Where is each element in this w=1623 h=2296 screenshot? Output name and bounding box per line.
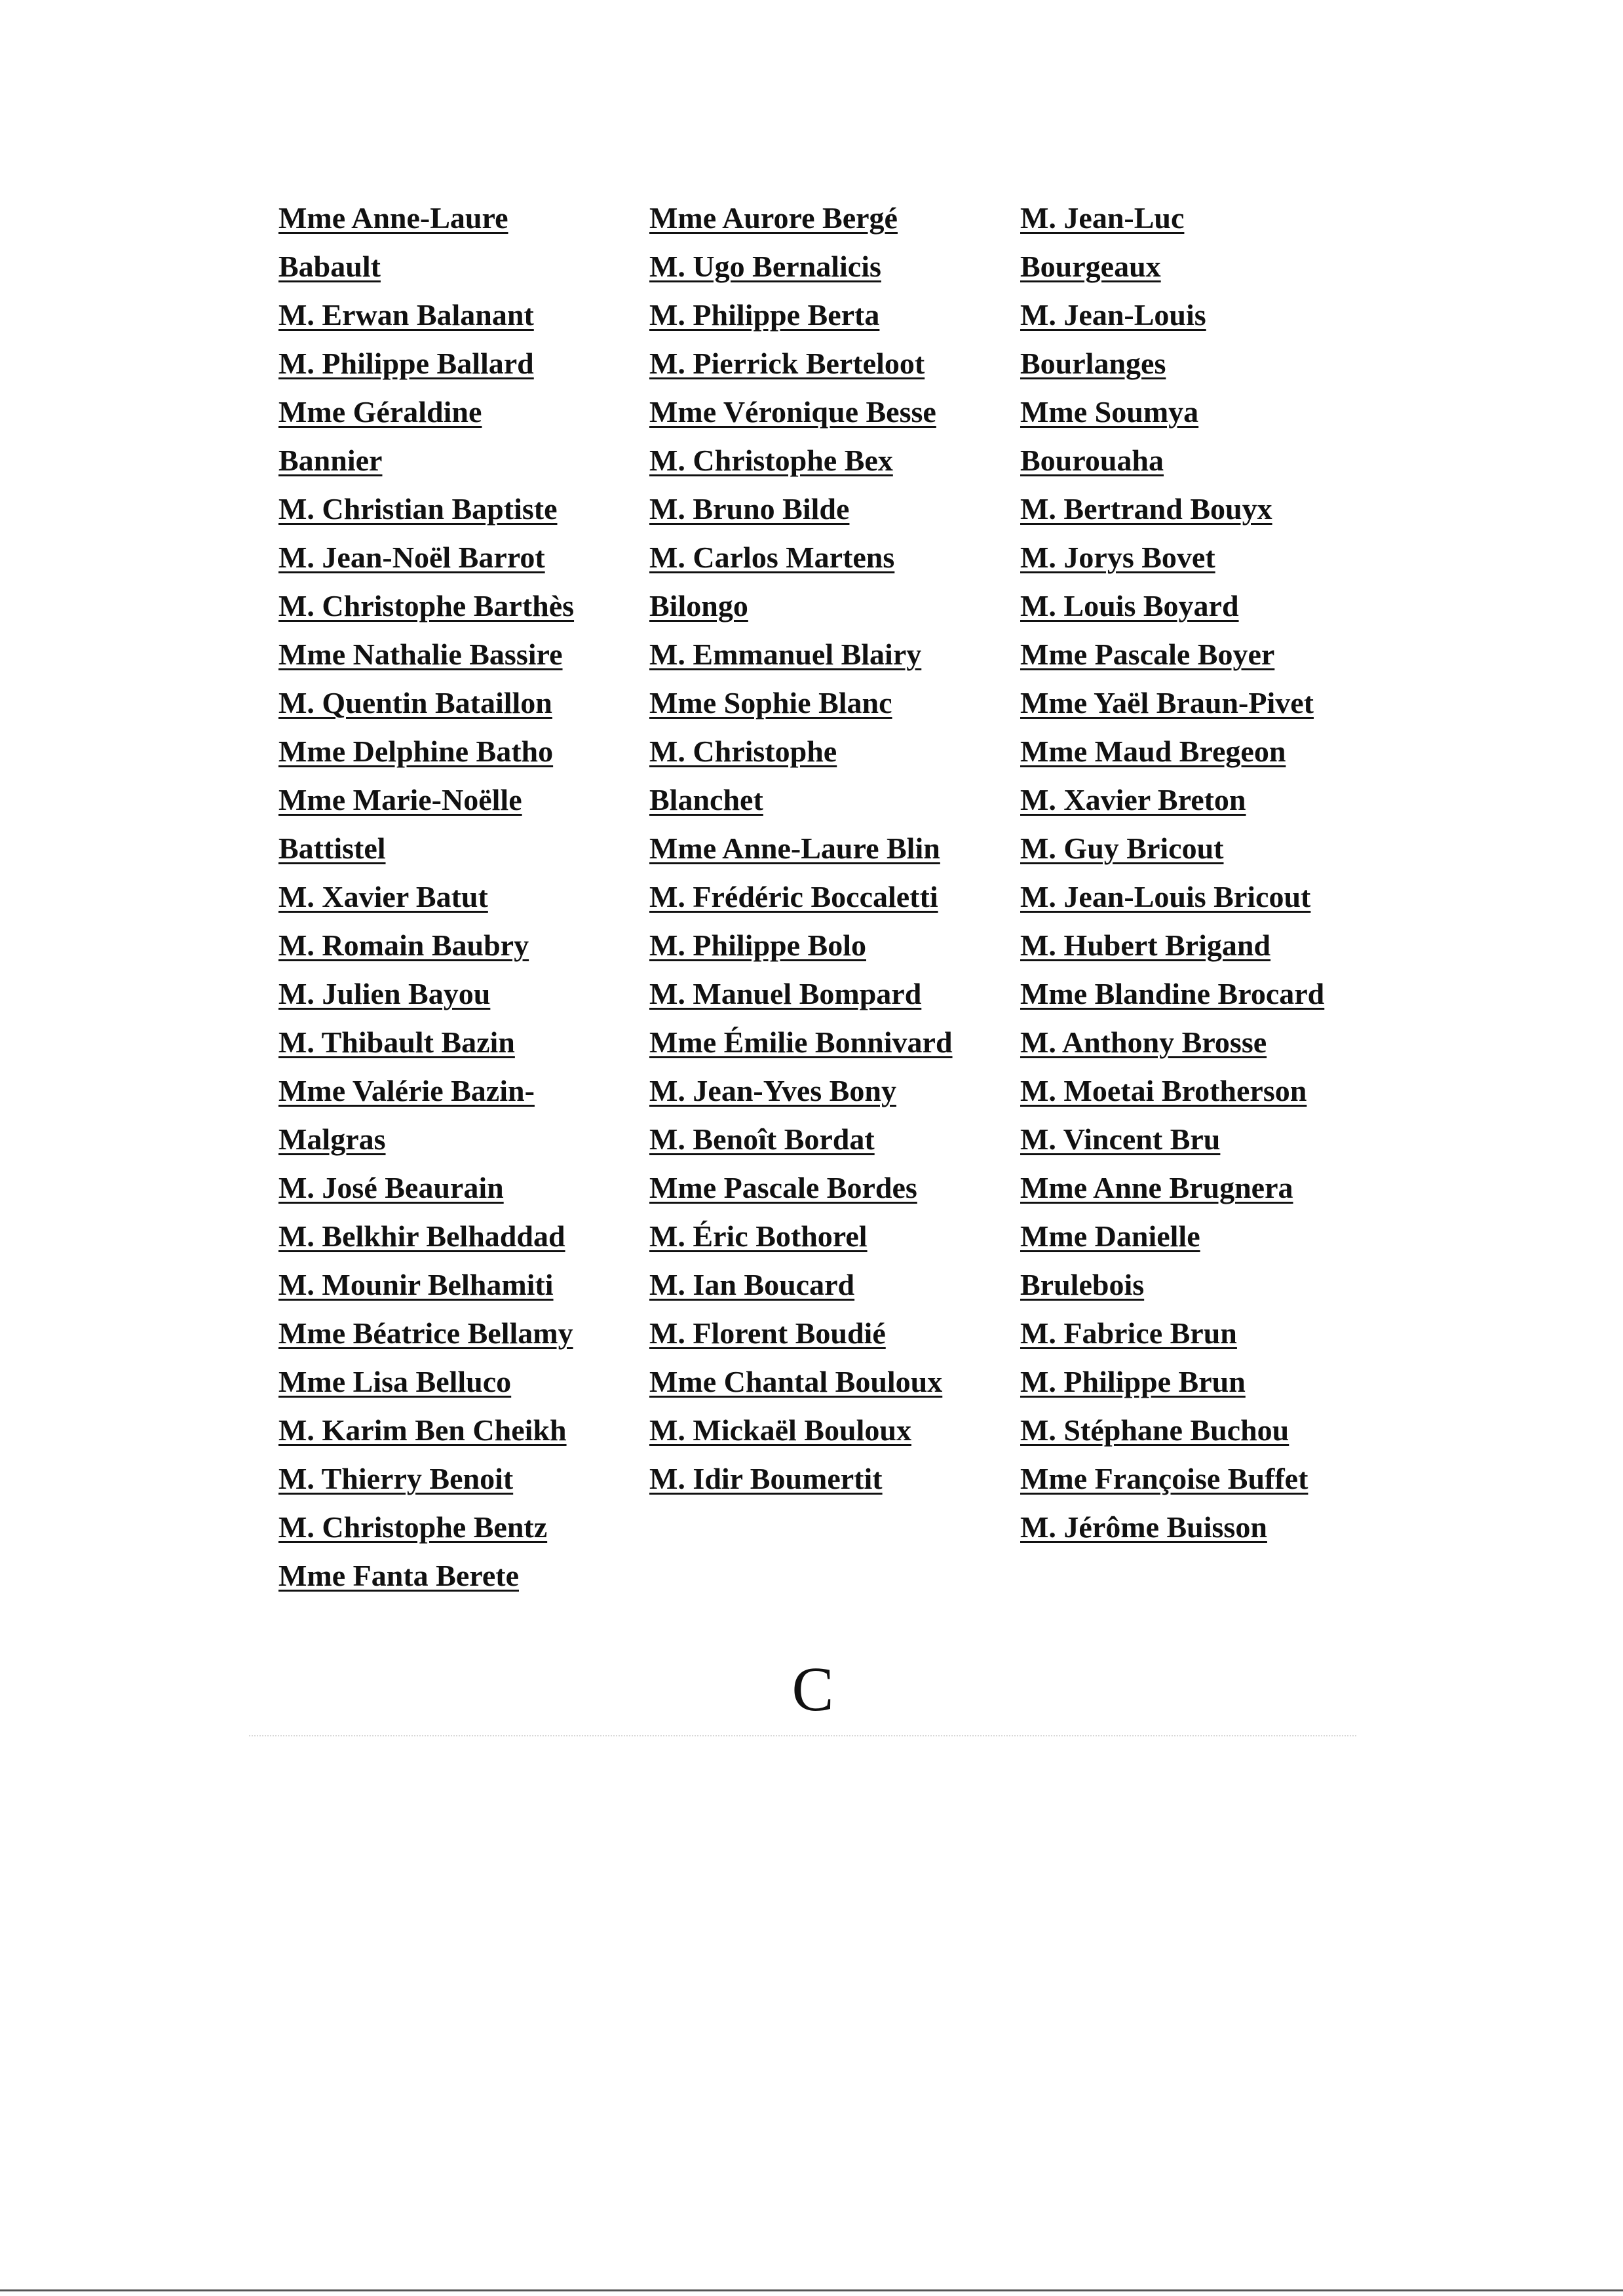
deputy-name-line: M. Éric Bothorel xyxy=(649,1219,868,1253)
deputy-name-line: Bilongo xyxy=(649,589,748,622)
deputy-name-line: M. Christophe Bentz xyxy=(278,1510,548,1544)
deputy-name-line: M. Karim Ben Cheikh xyxy=(278,1413,567,1447)
deputy-name-line: Blanchet xyxy=(649,783,763,816)
deputy-name-line: Mme Marie-Noëlle xyxy=(278,783,522,816)
deputy-name-line: Mme Véronique Besse xyxy=(649,395,936,429)
deputy-name-line: M. Carlos Martens xyxy=(649,541,895,574)
deputy-name-line: M. Hubert Brigand xyxy=(1020,928,1271,962)
deputy-name-line: M. Philippe Bolo xyxy=(649,928,866,962)
deputy-name-line: M. Stéphane Buchou xyxy=(1020,1413,1289,1447)
deputy-name-line: M. Bertrand Bouyx xyxy=(1020,492,1272,526)
deputy-name-line: M. Philippe Brun xyxy=(1020,1365,1246,1398)
deputy-name-line: M. Thibault Bazin xyxy=(278,1025,515,1059)
deputy-name-line: M. Thierry Benoit xyxy=(278,1462,514,1495)
deputy-name-line: Mme Maud Bregeon xyxy=(1020,735,1286,768)
deputy-name-line: M. Julien Bayou xyxy=(278,977,491,1010)
deputy-name-line: M. Jean-Louis xyxy=(1020,298,1206,332)
deputy-name-line: M. Fabrice Brun xyxy=(1020,1316,1237,1350)
deputy-name-line: Mme Soumya xyxy=(1020,395,1199,429)
deputy-name-line: Brulebois xyxy=(1020,1268,1145,1301)
deputy-name-line: Mme Sophie Blanc xyxy=(649,686,892,719)
deputy-name-line: Mme Delphine Batho xyxy=(278,735,554,768)
deputy-name-line: M. Jean-Louis Bricout xyxy=(1020,880,1311,913)
deputy-name-line: M. Emmanuel Blairy xyxy=(649,638,922,671)
deputy-name-line: M. Christophe Bex xyxy=(649,444,893,477)
page-bottom-rule xyxy=(0,2289,1623,2291)
deputy-name-line: M. Jean-Noël Barrot xyxy=(278,541,545,574)
deputy-name-line: M. Frédéric Boccaletti xyxy=(649,880,938,913)
names-column-3 xyxy=(1020,194,1374,1552)
deputy-name-line: M. Christophe xyxy=(649,735,837,768)
deputy-name-line: M. Moetai Brotherson xyxy=(1020,1074,1307,1107)
deputy-name-line: M. Christian Baptiste xyxy=(278,492,558,526)
deputy-name-line: Mme Yaël Braun-Pivet xyxy=(1020,686,1314,719)
section-divider xyxy=(249,1735,1356,1736)
deputy-name-line: Malgras xyxy=(278,1122,386,1156)
deputy-name-line: M. Louis Boyard xyxy=(1020,589,1239,622)
deputy-name-line: M. Guy Bricout xyxy=(1020,832,1224,865)
deputy-name-line: M. José Beaurain xyxy=(278,1171,504,1204)
deputy-name-line: Mme Anne-Laure xyxy=(278,201,508,235)
names-column-1 xyxy=(278,194,632,1600)
deputy-name-line: M. Christophe Barthès xyxy=(278,589,575,622)
deputy-name-line: M. Mickaël Bouloux xyxy=(649,1413,911,1447)
deputy-name-line: M. Erwan Balanant xyxy=(278,298,534,332)
deputy-name-line: M. Xavier Batut xyxy=(278,880,488,913)
deputy-name-line: M. Vincent Bru xyxy=(1020,1122,1221,1156)
deputy-name-line: Battistel xyxy=(278,832,386,865)
deputy-name-line: Mme Chantal Bouloux xyxy=(649,1365,943,1398)
deputy-name-line: M. Romain Baubry xyxy=(278,928,529,962)
deputy-name-line: Bannier xyxy=(278,444,383,477)
deputy-name-line: M. Manuel Bompard xyxy=(649,977,922,1010)
deputy-name-line: M. Anthony Brosse xyxy=(1020,1025,1267,1059)
deputy-name-line: Bourouaha xyxy=(1020,444,1164,477)
deputy-name-line: Babault xyxy=(278,250,381,283)
deputy-name-line: Mme Pascale Boyer xyxy=(1020,638,1275,671)
deputy-name-line: M. Benoît Bordat xyxy=(649,1122,875,1156)
deputy-name-line: Mme Géraldine xyxy=(278,395,482,429)
deputy-name-line: M. Belkhir Belhaddad xyxy=(278,1219,565,1253)
deputy-name-line: M. Quentin Bataillon xyxy=(278,686,552,719)
deputy-name-line: M. Jérôme Buisson xyxy=(1020,1510,1267,1544)
deputy-name-line: M. Bruno Bilde xyxy=(649,492,850,526)
deputy-name-line: M. Xavier Breton xyxy=(1020,783,1246,816)
deputy-name-line: Mme Béatrice Bellamy xyxy=(278,1316,573,1350)
deputy-name-line: M. Philippe Berta xyxy=(649,298,880,332)
deputy-name-line: M. Idir Boumertit xyxy=(649,1462,883,1495)
deputy-name-line: M. Ugo Bernalicis xyxy=(649,250,881,283)
deputy-name-line: Mme Blandine Brocard xyxy=(1020,977,1325,1010)
deputy-name-line: Mme Anne Brugnera xyxy=(1020,1171,1293,1204)
deputy-name-line: Mme Valérie Bazin- xyxy=(278,1074,535,1107)
deputy-name-line: M. Mounir Belhamiti xyxy=(278,1268,554,1301)
deputy-name-line: Mme Émilie Bonnivard xyxy=(649,1025,953,1059)
deputy-name-line: Mme Pascale Bordes xyxy=(649,1171,917,1204)
deputy-name-line: M. Ian Boucard xyxy=(649,1268,855,1301)
deputy-name-line: Mme Anne-Laure Blin xyxy=(649,832,940,865)
section-letter: C xyxy=(792,1654,834,1724)
deputy-name-line: M. Jorys Bovet xyxy=(1020,541,1215,574)
deputy-name-line: Mme Aurore Bergé xyxy=(649,201,898,235)
deputy-name-line: Mme Danielle xyxy=(1020,1219,1200,1253)
deputy-name-line: M. Pierrick Berteloot xyxy=(649,347,925,380)
names-column-2 xyxy=(649,194,1003,1503)
deputy-name-line: Mme Fanta Berete xyxy=(278,1559,519,1592)
deputy-name-line: Mme Lisa Belluco xyxy=(278,1365,512,1398)
deputy-name-line: Bourgeaux xyxy=(1020,250,1161,283)
deputy-name-line: M. Florent Boudié xyxy=(649,1316,886,1350)
deputy-name-line: M. Jean-Luc xyxy=(1020,201,1185,235)
deputy-name-line: Bourlanges xyxy=(1020,347,1166,380)
deputy-name-line: M. Philippe Ballard xyxy=(278,347,534,380)
deputy-name-line: M. Jean-Yves Bony xyxy=(649,1074,896,1107)
deputy-name-line: Mme Nathalie Bassire xyxy=(278,638,563,671)
deputy-name-line: Mme Françoise Buffet xyxy=(1020,1462,1308,1495)
